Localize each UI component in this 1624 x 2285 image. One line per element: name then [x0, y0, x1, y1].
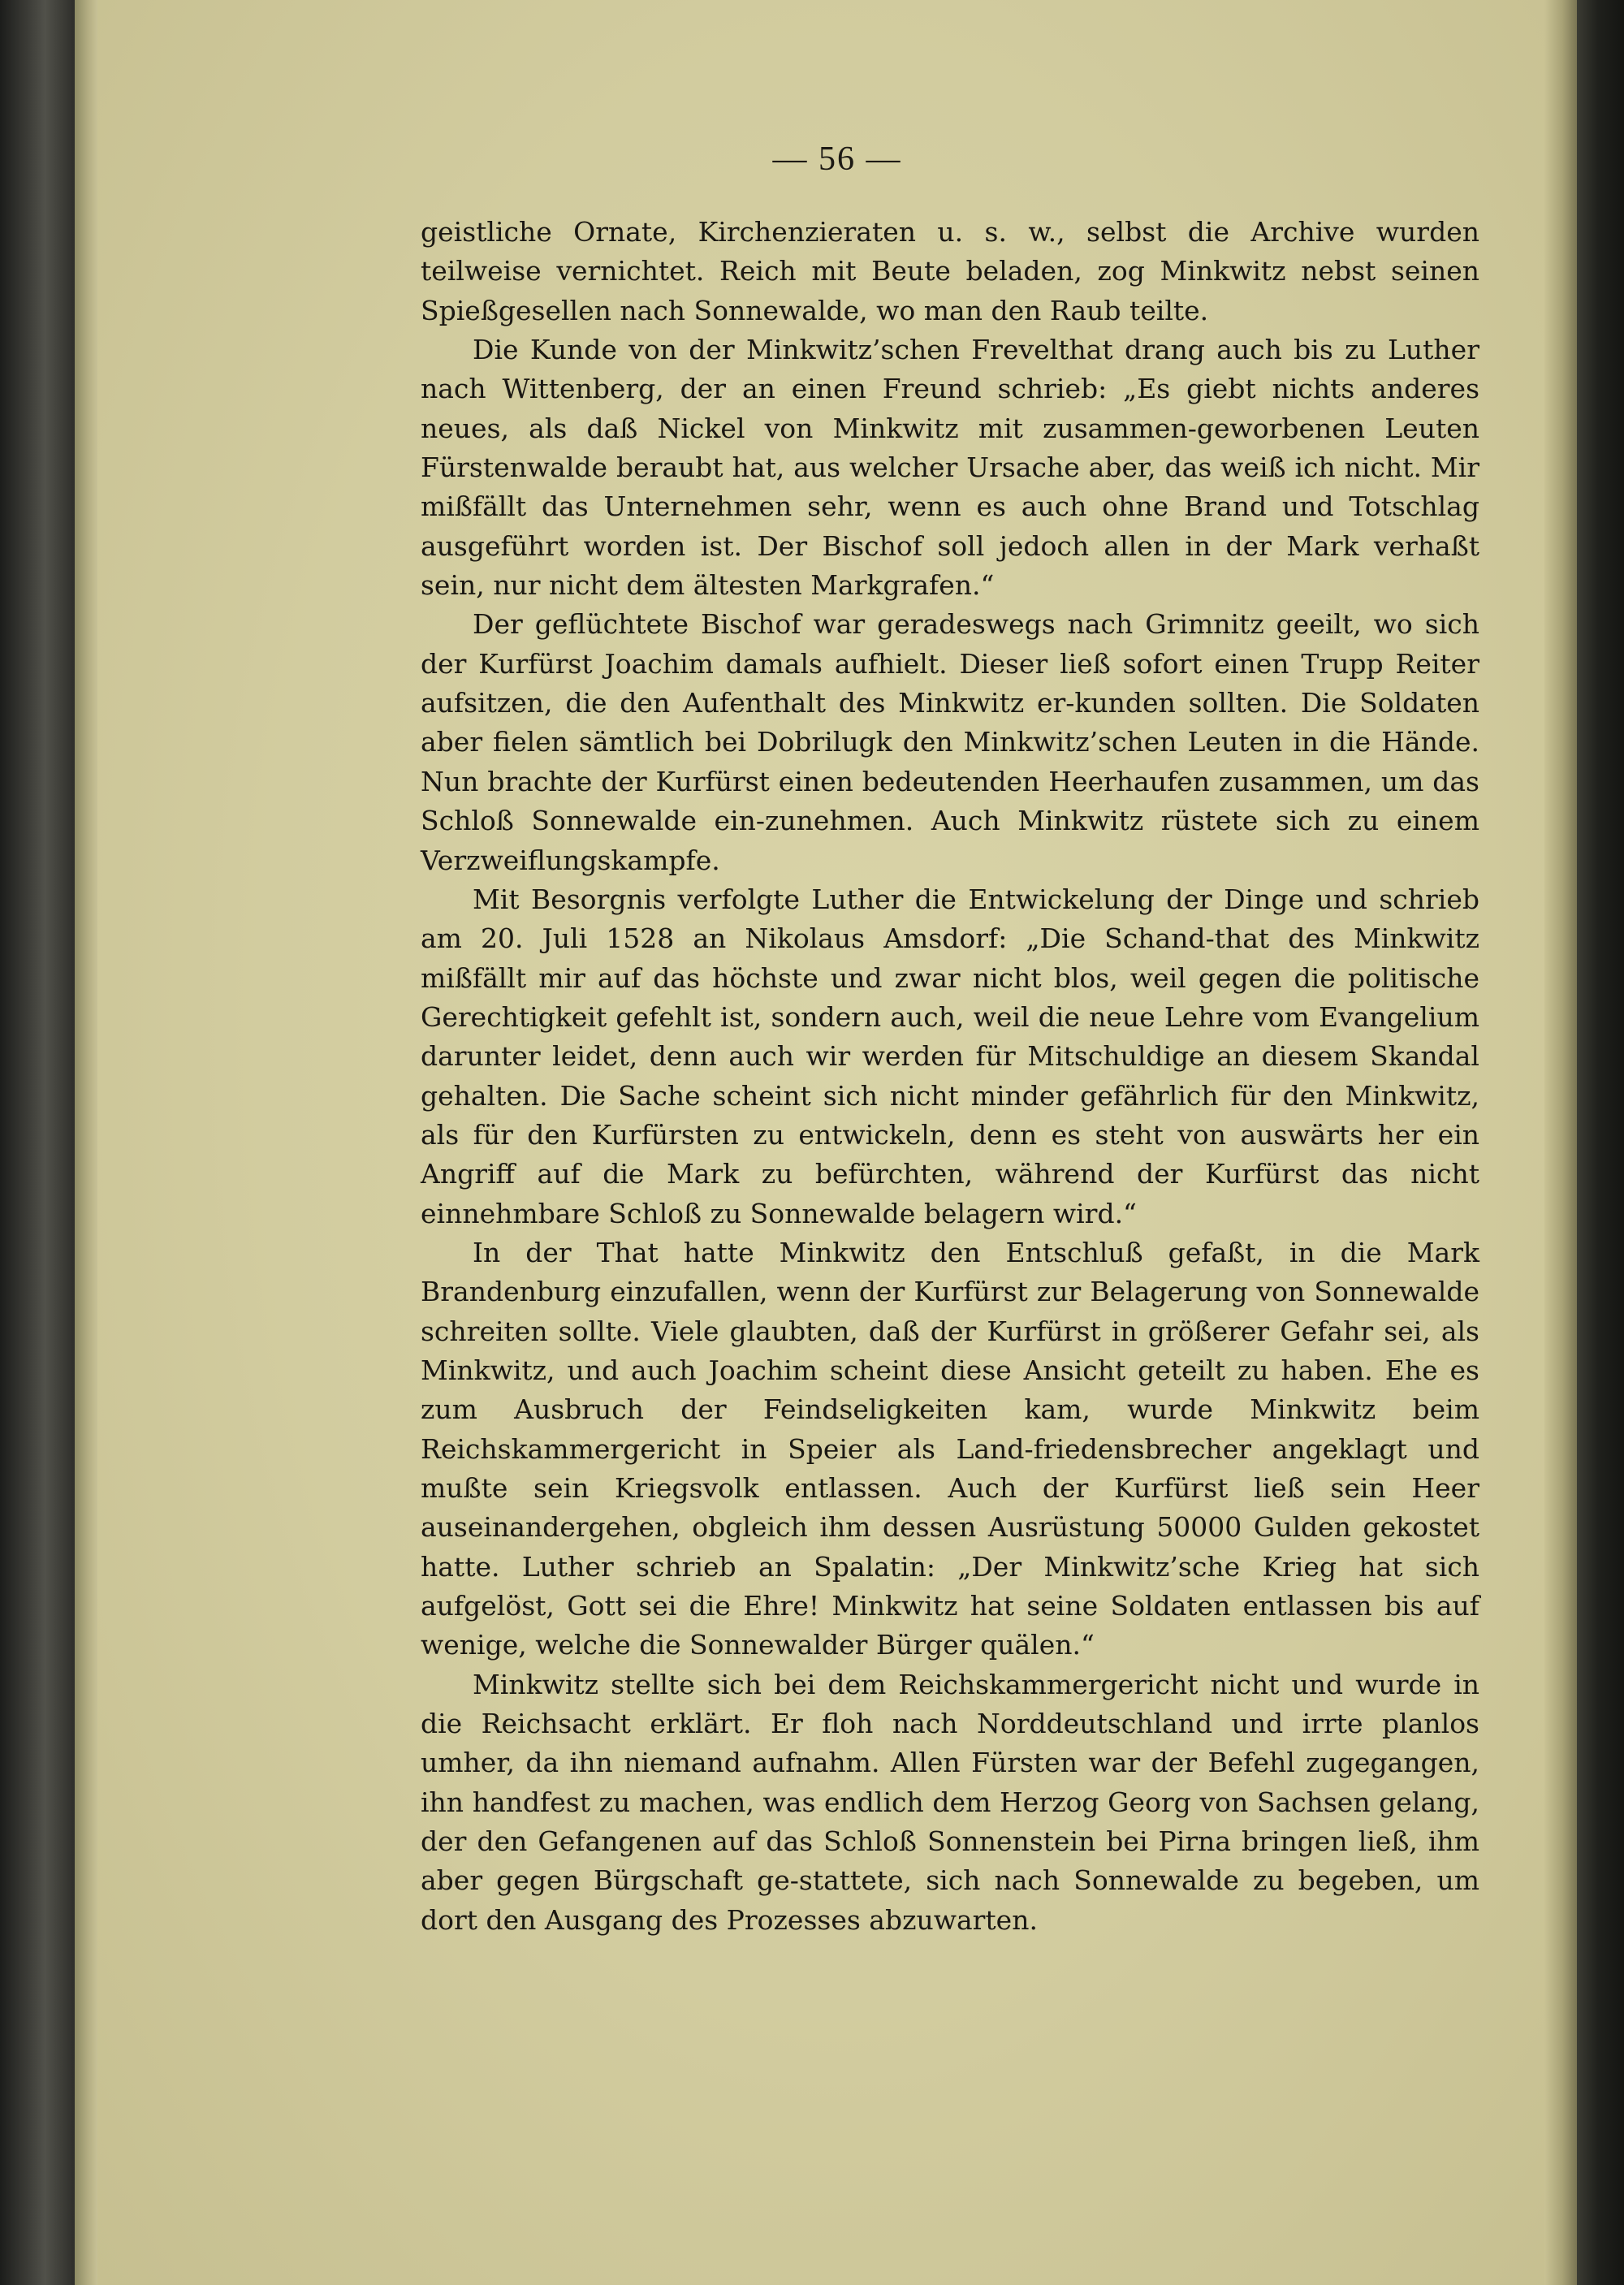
paragraph-3: Der geflüchtete Bischof war geradeswegs nach Grimnitz geeilt, wo sich der Kurfürst Joachim damals aufhielt. Dieser ließ sofort einen Trupp Reiter aufsitzen, die den Aufenthalt des Minkwitz er-kunden sollten. Die Soldaten aber fielen sämtlich bei Dobrilugk den Minkwitz’schen Leuten in die Hände. Nun brachte der Kurfürst einen bedeutenden Heerhaufen zusammen, um das Schloß Sonnewalde ein-zunehmen. Auch Minkwitz rüstete sich zu einem Verzweiflungskampfe. [421, 608, 1479, 876]
body-text [421, 213, 1479, 1940]
paragraph-2: Die Kunde von der Minkwitz’schen Frevelthat drang auch bis zu Luther nach Wittenberg, der an einen Freund schrieb: „Es giebt nichts anderes neues, als daß Nickel von Minkwitz mit zusammen-geworbenen Leuten Fürstenwalde beraubt hat, aus welcher Ursache aber, das weiß ich nicht. Mir mißfällt das Unternehmen sehr, wenn es auch ohne Brand und Totschlag ausgeführt worden ist. Der Bischof soll jedoch allen in der Mark verhaßt sein, nur nicht dem ältesten Markgrafen.“ [421, 334, 1479, 602]
page-edge-right [1544, 0, 1577, 2285]
book-binding-left [0, 0, 75, 2285]
paragraph-6: Minkwitz stellte sich bei dem Reichskammergericht nicht und wurde in die Reichsacht erklärt. Er floh nach Norddeutschland und irrte planlos umher, da ihn niemand aufnahm. Allen Fürsten war der Befehl zugegangen, ihn handfest zu machen, was endlich dem Herzog Georg von Sachsen gelang, der den Gefangenen auf das Schloß Sonnenstein bei Pirna bringen ließ, ihm aber gegen Bürgschaft ge-stattete, sich nach Sonnewalde zu begeben, um dort den Ausgang des Prozesses abzuwarten. [421, 1668, 1479, 1936]
page-edge-left [75, 0, 97, 2285]
page-number: — 56 — [772, 140, 902, 178]
paragraph-1: geistliche Ornate, Kirchenzieraten u. s. w., selbst die Archive wurden teilweise vernichtet. Reich mit Beute beladen, zog Minkwitz nebst seinen Spießgesellen nach Sonnewalde, wo man den Raub teilte. [421, 216, 1479, 326]
book-binding-right [1577, 0, 1624, 2285]
paragraph-5: In der That hatte Minkwitz den Entschluß gefaßt, in die Mark Brandenburg einzufallen, wenn der Kurfürst zur Belagerung von Sonnewalde schreiten sollte. Viele glaubten, daß der Kurfürst in größerer Gefahr sei, als Minkwitz, und auch Joachim scheint diese Ansicht geteilt zu haben. Ehe es zum Ausbruch der Feindseligkeiten kam, wurde Minkwitz beim Reichskammergericht in Speier als Land-friedensbrecher angeklagt und mußte sein Kriegsvolk entlassen. Auch der Kurfürst ließ sein Heer auseinandergehen, obgleich ihm dessen Ausrüstung 50000 Gulden gekostet hatte. Luther schrieb an Spalatin: „Der Minkwitz’sche Krieg hat sich aufgelöst, Gott sei die Ehre! Minkwitz hat seine Soldaten entlassen bis auf wenige, welche die Sonnewalder Bürger quälen.“ [421, 1236, 1479, 1661]
book-page [97, 0, 1577, 2285]
paragraph-4: Mit Besorgnis verfolgte Luther die Entwickelung der Dinge und schrieb am 20. Juli 1528 an Nikolaus Amsdorf: „Die Schand-that des Minkwitz mißfällt mir auf das höchste und zwar nicht blos, weil gegen die politische Gerechtigkeit gefehlt ist, sondern auch, weil die neue Lehre vom Evangelium darunter leidet, denn auch wir werden für Mitschuldige an diesem Skandal gehalten. Die Sache scheint sich nicht minder gefährlich für den Minkwitz, als für den Kurfürsten zu entwickeln, denn es steht von auswärts her ein Angriff auf die Mark zu befürchten, während der Kurfürst das nicht einnehmbare Schloß zu Sonnewalde belagern wird.“ [421, 883, 1479, 1229]
